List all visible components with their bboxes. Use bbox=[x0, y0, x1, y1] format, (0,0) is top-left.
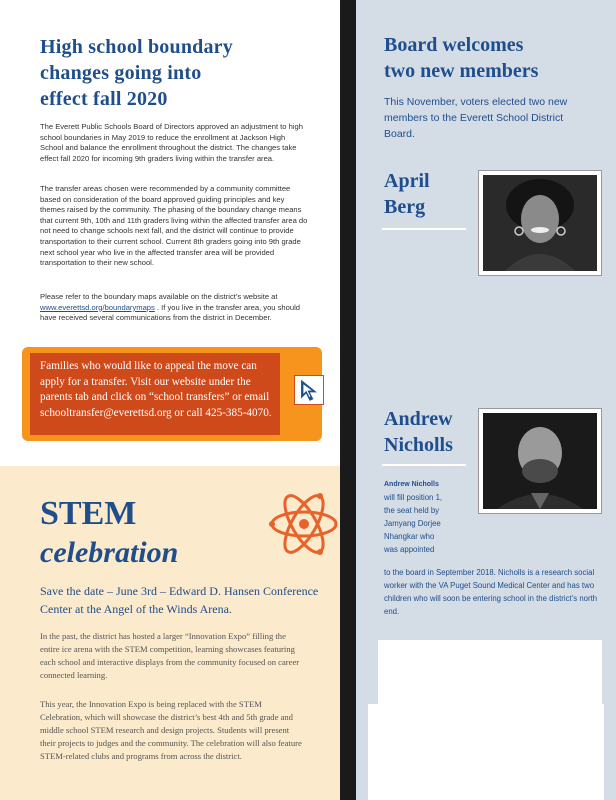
stem-date-line: Save the date – June 3rd – Edward D. Hansen Conference Center at the Angel of the Winds Arena. bbox=[40, 584, 319, 616]
board-headline: Board welcomes two new members bbox=[384, 34, 539, 82]
boundary-paragraph-1: The Everett Public Schools Board of Directors approved an adjustment to high school boundaries in May 2019 to reduce the enrollment at Jackson High School and balance the enrollment throughout the district. The changes take effect fall 2020 for incoming 9th graders living within the transfer area. bbox=[40, 122, 303, 163]
boundary-paragraph-2: The transfer areas chosen were recommended by a community committee based on consideration of the board approved guiding principles and key themes raised by the community. The phasing of the boundary change means that current 9th, 10th and 11th graders living within the affected transfer area do not need to change schools next fall, and the district will continue to provide transportation to their current school. Current 8th graders going into 9th grade next school year who live in the affected transfer area will be provided transportation to their new school. bbox=[40, 184, 308, 268]
boundary-paragraph-3: Please refer to the boundary maps available on the district’s website at www.everettsd.org/boundarymaps . If you live in the transfer area, you should have received several communications from the district in December. bbox=[40, 292, 301, 323]
name-underline bbox=[382, 464, 466, 466]
nicholls-wrap-text: Andrew Nicholls will fill position 1, the seat held by Jamyang Dorjee Nhangkar who was appointed bbox=[384, 481, 443, 554]
member-name-april-berg: April Berg bbox=[384, 170, 430, 218]
atom-icon bbox=[268, 488, 340, 560]
blank-block bbox=[368, 704, 604, 800]
stem-subtitle: celebration bbox=[40, 536, 179, 569]
blank-block bbox=[378, 640, 602, 704]
stem-paragraph-2: This year, the Innovation Expo is being replaced with the STEM Celebration, which will showcase the district’s best 4th and 5th grade and middle school STEM research and design projects. Students will present their projects to judges and the community. The celebration will also feature STEM-related clubs and programs from across the district. bbox=[40, 699, 302, 761]
callout-text: Families who would like to appeal the move can apply for a transfer. Visit our website under the parents tab and click on “school transfers” or email schooltransfer@everettsd.org or call 425-385-4070. bbox=[40, 360, 272, 419]
stem-title: STEM bbox=[40, 495, 137, 532]
callout-text-box bbox=[30, 353, 280, 435]
transfer-callout bbox=[22, 347, 322, 441]
april-berg-photo bbox=[478, 170, 602, 276]
board-intro: This November, voters elected two new members to the Everett School District Board. bbox=[384, 96, 568, 140]
stem-panel bbox=[0, 466, 340, 800]
right-column bbox=[356, 0, 616, 800]
stem-paragraph-1: In the past, the district has hosted a larger “Innovation Expo” filling the entire ice arena with the STEM competition, learning showcases featuring each school and interactive displays from the community focused on career connected learning. bbox=[40, 631, 300, 680]
andrew-nicholls-photo bbox=[478, 408, 602, 514]
boundary-maps-link[interactable]: www.everettsd.org/boundarymaps bbox=[40, 302, 155, 312]
boundary-headline: High school boundary changes going into effect fall 2020 bbox=[40, 36, 233, 110]
column-divider bbox=[340, 0, 356, 800]
name-underline bbox=[382, 228, 466, 230]
nicholls-bio: to the board in September 2018. Nicholls is a research social worker with the VA Puget Sound Medical Center and has two children who will soon be entering school in the district’s north end. bbox=[384, 568, 598, 616]
cursor-arrow-icon bbox=[294, 375, 324, 405]
member-name-andrew-nicholls: Andrew Nicholls bbox=[384, 408, 453, 456]
